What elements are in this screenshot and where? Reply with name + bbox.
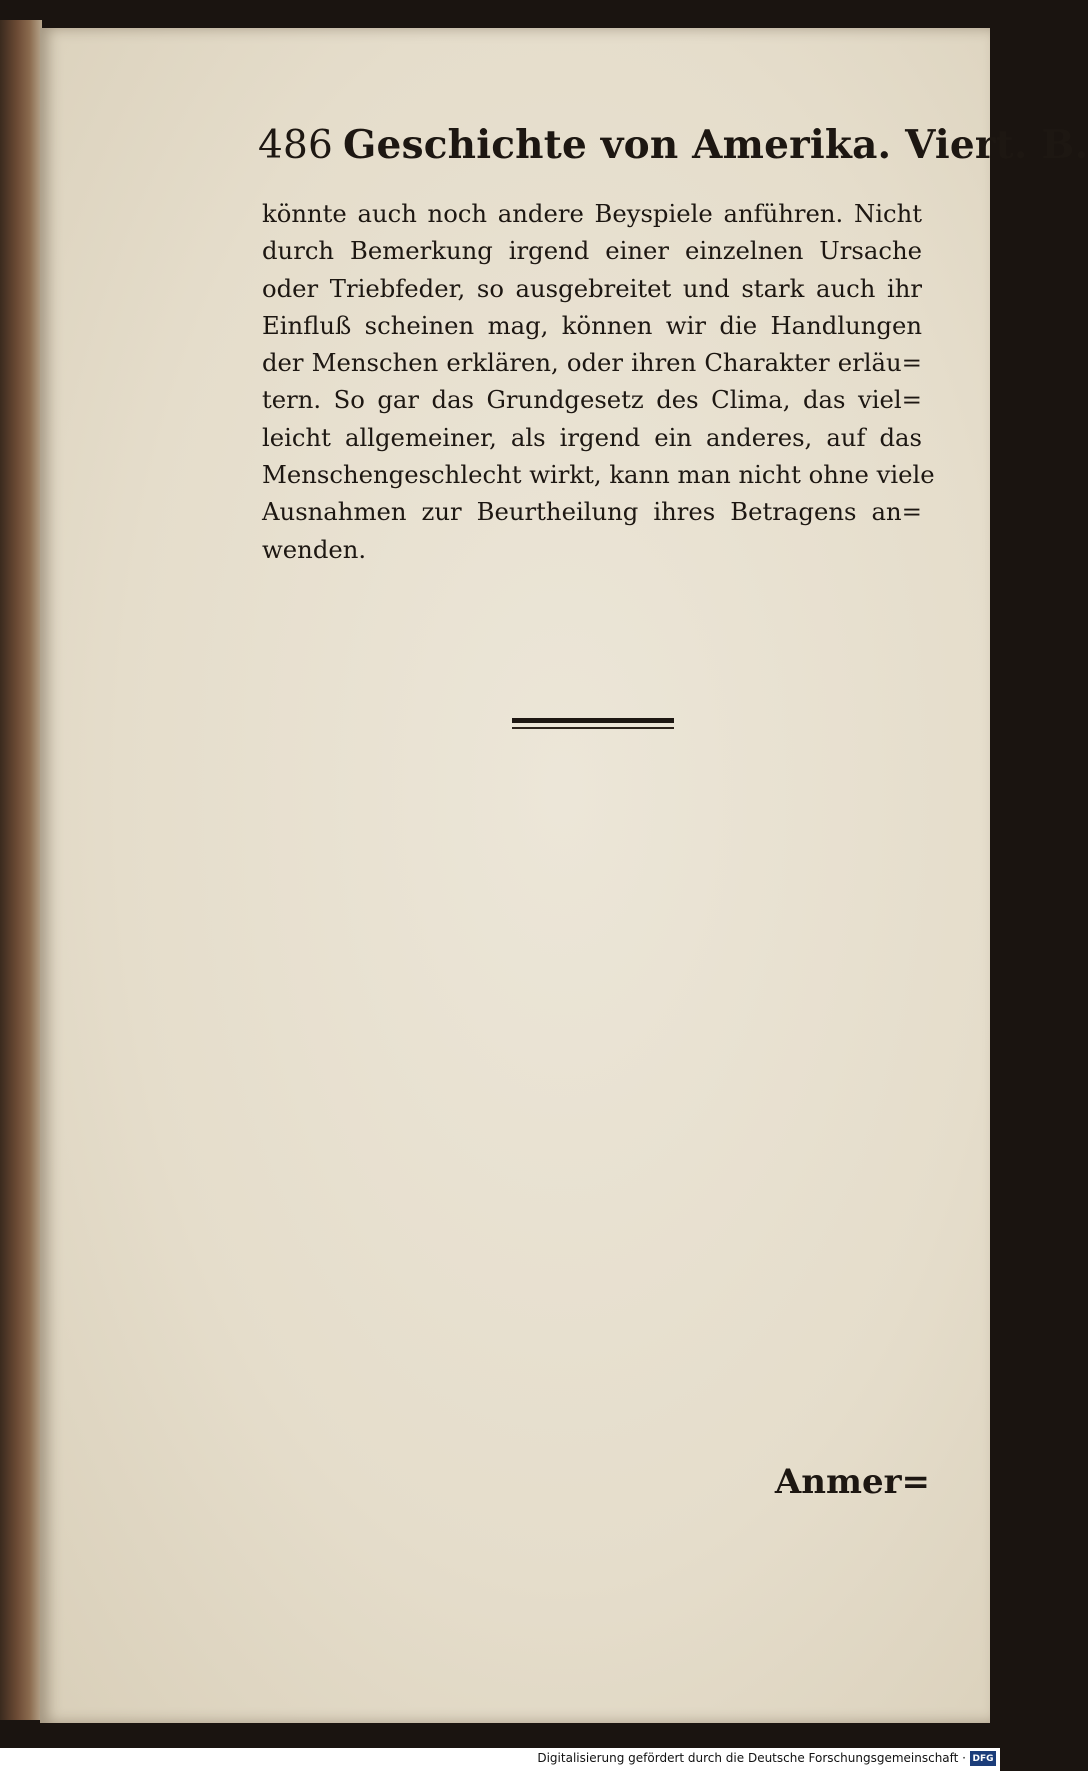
text-line: der Menschen erklären, oder ihren Charakter erläu= — [262, 348, 922, 378]
rule-thick-line — [512, 718, 674, 723]
text-line: Ausnahmen zur Beurtheilung ihres Betragens an= — [262, 497, 922, 527]
text-line: wenden. — [262, 534, 367, 564]
running-head: Geschichte von Amerika. Viert. B. — [343, 122, 1088, 168]
text-line: könnte auch noch andere Beyspiele anführen. Nicht — [262, 199, 922, 228]
text-line: oder Triebfeder, so ausgebreitet und stark auch ihr — [262, 273, 922, 303]
book-edge — [0, 20, 42, 1720]
section-divider-rule — [512, 718, 674, 732]
text-line: tern. So gar das Grundgesetz des Clima, das viel= — [262, 385, 922, 415]
dfg-logo-icon: DFG — [970, 1751, 996, 1766]
page-header — [258, 122, 1088, 168]
rule-thin-line — [512, 727, 674, 729]
text-line: Einfluß scheinen mag, können wir die Handlungen — [262, 310, 922, 340]
page-number: 486 — [258, 123, 334, 168]
text-line: Menschengeschlecht wirkt, kann man nicht ohne viele — [262, 460, 935, 490]
catchword: Anmer= — [774, 1462, 930, 1502]
text-line: leicht allgemeiner, als irgend ein anderes, auf das — [262, 422, 922, 452]
text-line: durch Bemerkung irgend einer einzelnen Ursache — [262, 236, 922, 266]
digitization-credit: Digitalisierung gefördert durch die Deutsche Forschungsgemeinschaft · — [537, 1751, 966, 1765]
body-text — [262, 195, 935, 568]
